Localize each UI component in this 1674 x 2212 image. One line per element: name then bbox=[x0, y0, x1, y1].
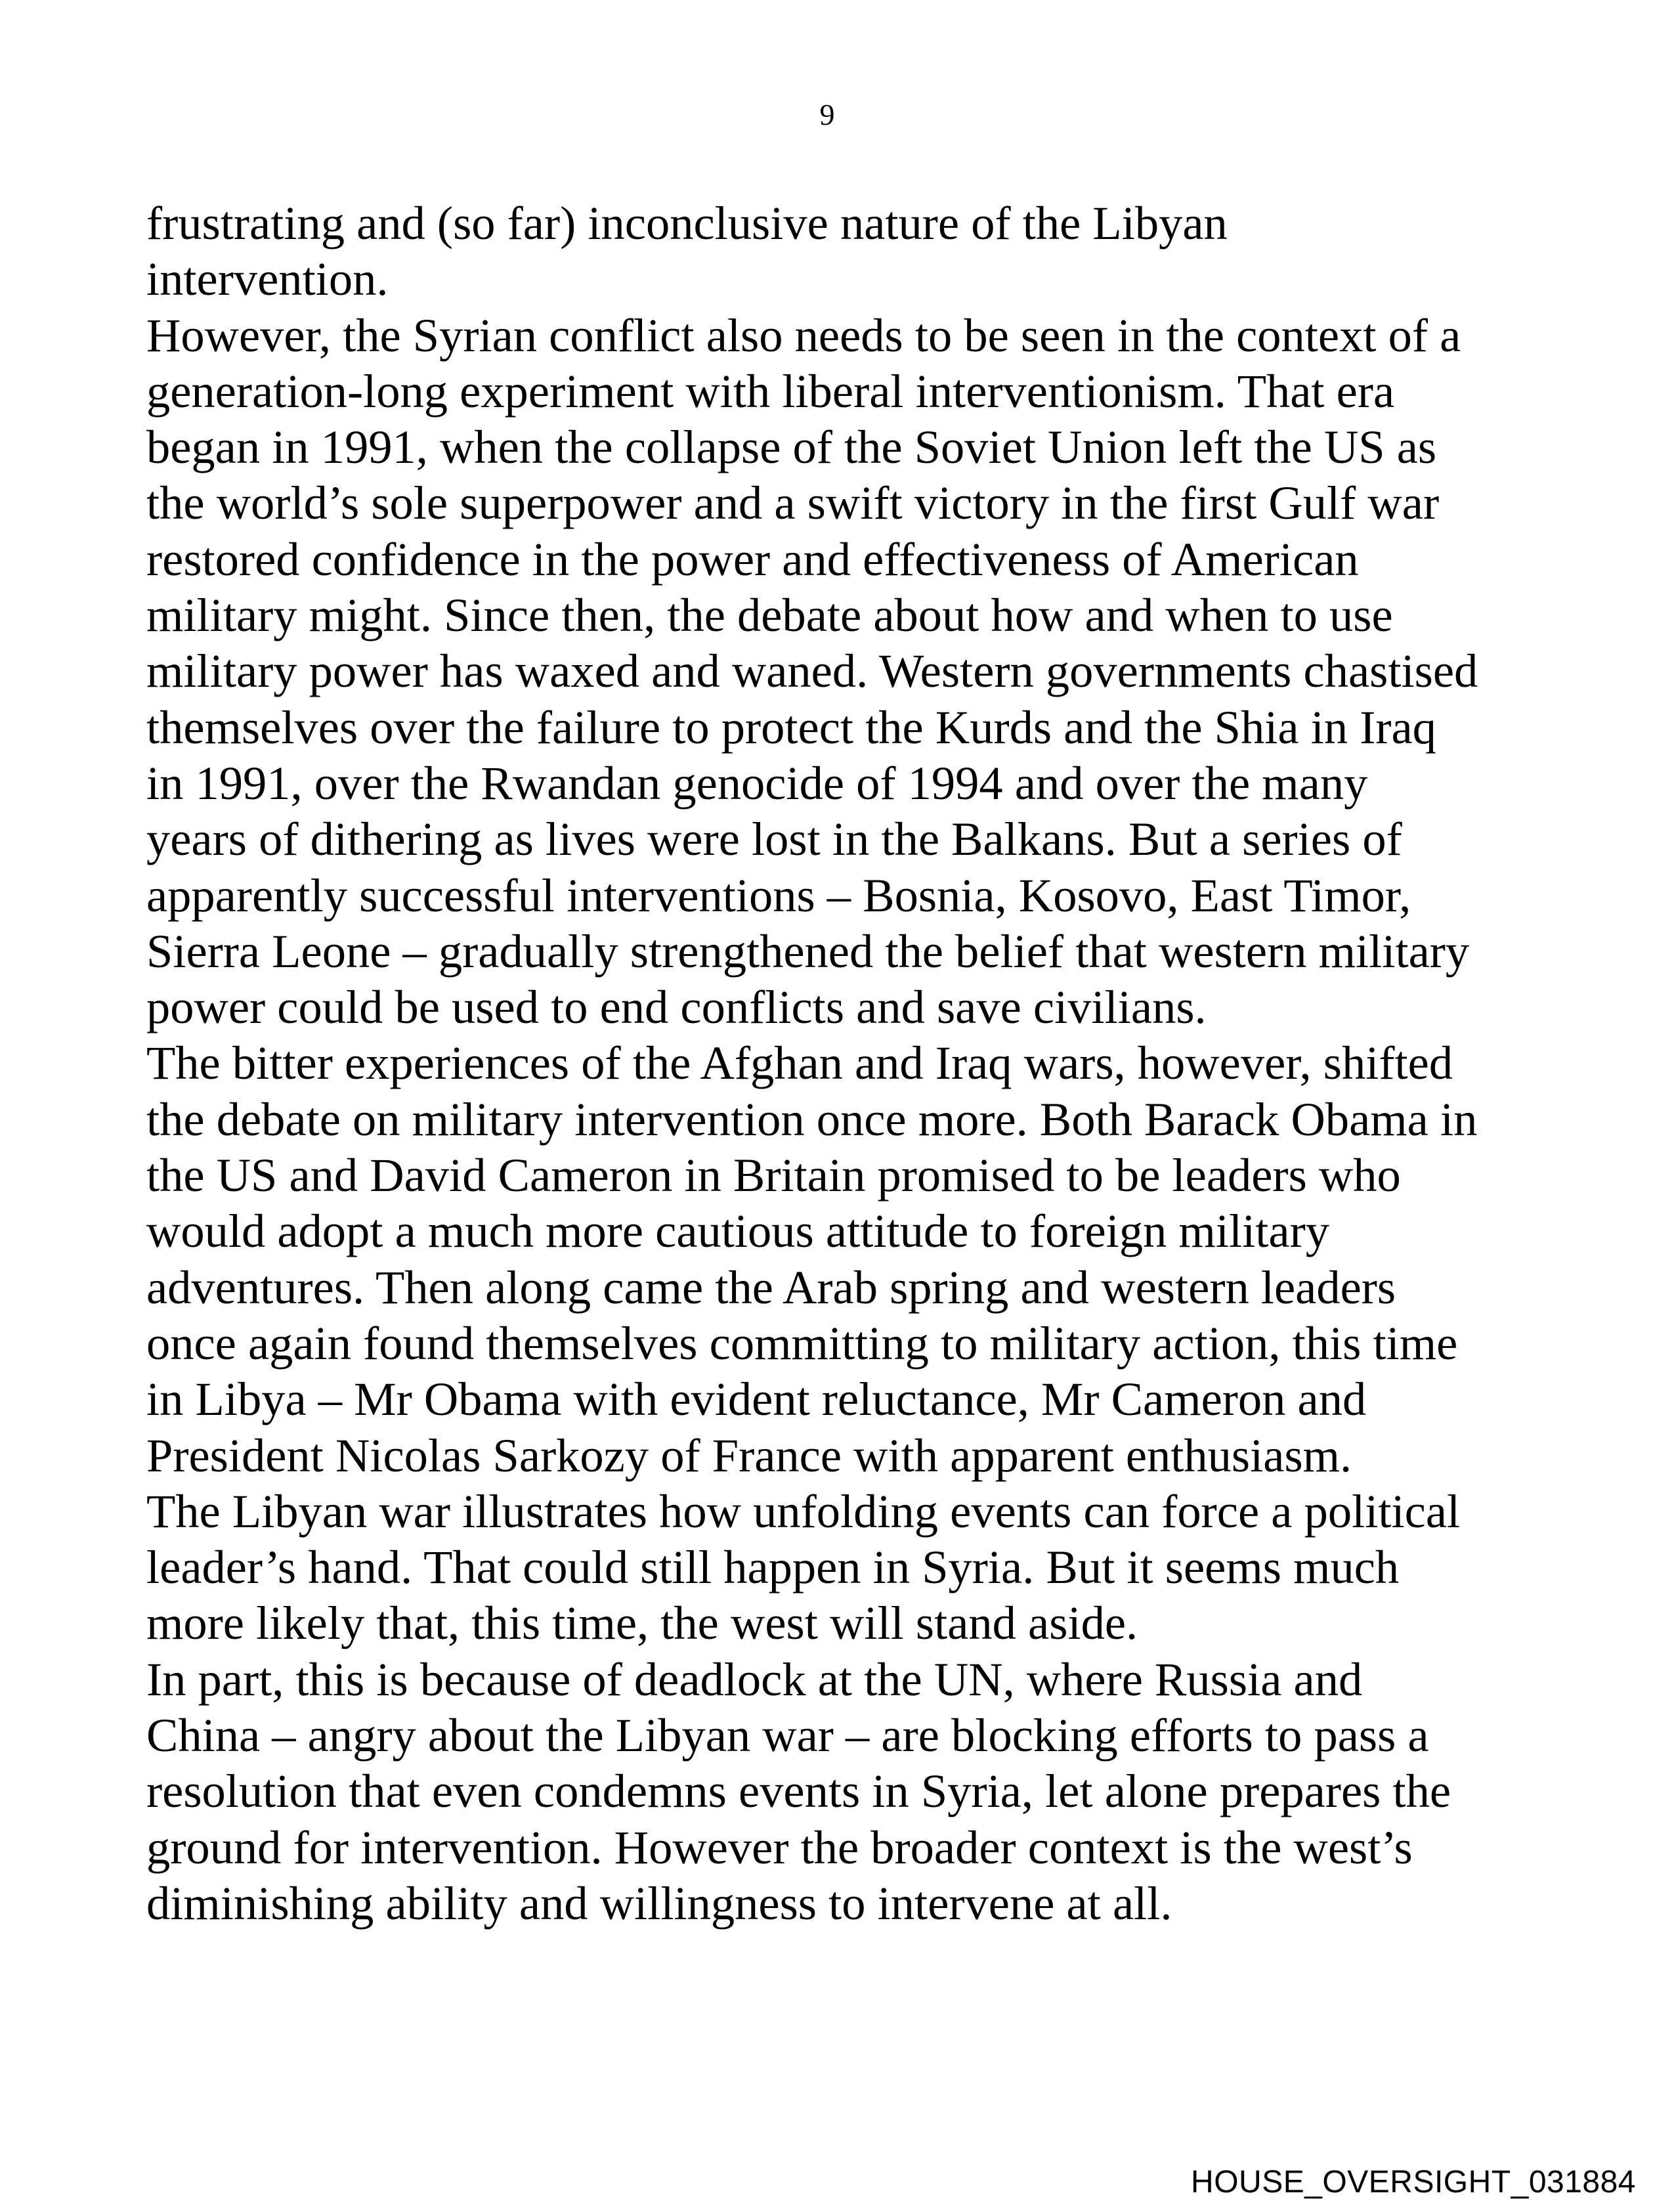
text-line: more likely that, this time, the west will stand aside. bbox=[146, 1596, 1138, 1650]
text-line: ground for intervention. However the broader context is the west’s bbox=[146, 1820, 1413, 1874]
text-line: restored confidence in the power and effectiveness of American bbox=[146, 532, 1359, 586]
text-line: began in 1991, when the collapse of the Soviet Union left the US as bbox=[146, 420, 1437, 474]
text-line: leader’s hand. That could still happen in Syria. But it seems much bbox=[146, 1540, 1400, 1594]
text-line: military power has waxed and waned. Western governments chastised bbox=[146, 644, 1478, 698]
text-line: adventures. Then along came the Arab spring and western leaders bbox=[146, 1260, 1396, 1314]
text-line: China – angry about the Libyan war – are blocking efforts to pass a bbox=[146, 1708, 1429, 1762]
body-text bbox=[146, 195, 1591, 1931]
text-line: Sierra Leone – gradually strengthened the belief that western military bbox=[146, 924, 1470, 978]
text-line: once again found themselves committing to military action, this time bbox=[146, 1316, 1458, 1370]
text-line: The bitter experiences of the Afghan and Iraq wars, however, shifted bbox=[146, 1036, 1453, 1090]
page-number: 9 bbox=[819, 98, 835, 131]
text-line: the world’s sole superpower and a swift victory in the first Gulf war bbox=[146, 476, 1440, 530]
text-line: in Libya – Mr Obama with evident reluctance, Mr Cameron and bbox=[146, 1372, 1367, 1426]
text-line: President Nicolas Sarkozy of France with apparent enthusiasm. bbox=[146, 1428, 1352, 1482]
text-line: would adopt a much more cautious attitude to foreign military bbox=[146, 1204, 1329, 1258]
text-line: diminishing ability and willingness to intervene at all. bbox=[146, 1876, 1172, 1930]
document-id-footer: HOUSE_OVERSIGHT_031884 bbox=[1191, 2165, 1636, 2200]
text-line: in 1991, over the Rwandan genocide of 1994 and over the many bbox=[146, 756, 1368, 810]
text-line: generation-long experiment with liberal interventionism. That era bbox=[146, 364, 1395, 418]
text-line: However, the Syrian conflict also needs to be seen in the context of a bbox=[146, 308, 1461, 362]
paragraph bbox=[146, 307, 1591, 1035]
text-line: themselves over the failure to protect the Kurds and the Shia in Iraq bbox=[146, 700, 1436, 754]
text-line: resolution that even condemns events in Syria, let alone prepares the bbox=[146, 1764, 1451, 1818]
text-line: military might. Since then, the debate about how and when to use bbox=[146, 588, 1393, 642]
text-line: power could be used to end conflicts and save civilians. bbox=[146, 980, 1207, 1034]
text-line: In part, this is because of deadlock at the UN, where Russia and bbox=[146, 1652, 1363, 1706]
text-line: apparently successful interventions – Bosnia, Kosovo, East Timor, bbox=[146, 868, 1411, 922]
paragraph bbox=[146, 195, 1591, 307]
text-line: frustrating and (so far) inconclusive nature of the Libyan bbox=[146, 196, 1228, 249]
text-line: years of dithering as lives were lost in the Balkans. But a series of bbox=[146, 812, 1402, 866]
text-line: The Libyan war illustrates how unfolding events can force a political bbox=[146, 1484, 1461, 1538]
text-line: the debate on military intervention once more. Both Barack Obama in bbox=[146, 1092, 1478, 1146]
paragraph bbox=[146, 1035, 1591, 1483]
text-line: intervention. bbox=[146, 252, 389, 306]
paragraph bbox=[146, 1483, 1591, 1651]
paragraph bbox=[146, 1651, 1591, 1931]
text-line: the US and David Cameron in Britain promised to be leaders who bbox=[146, 1148, 1401, 1202]
